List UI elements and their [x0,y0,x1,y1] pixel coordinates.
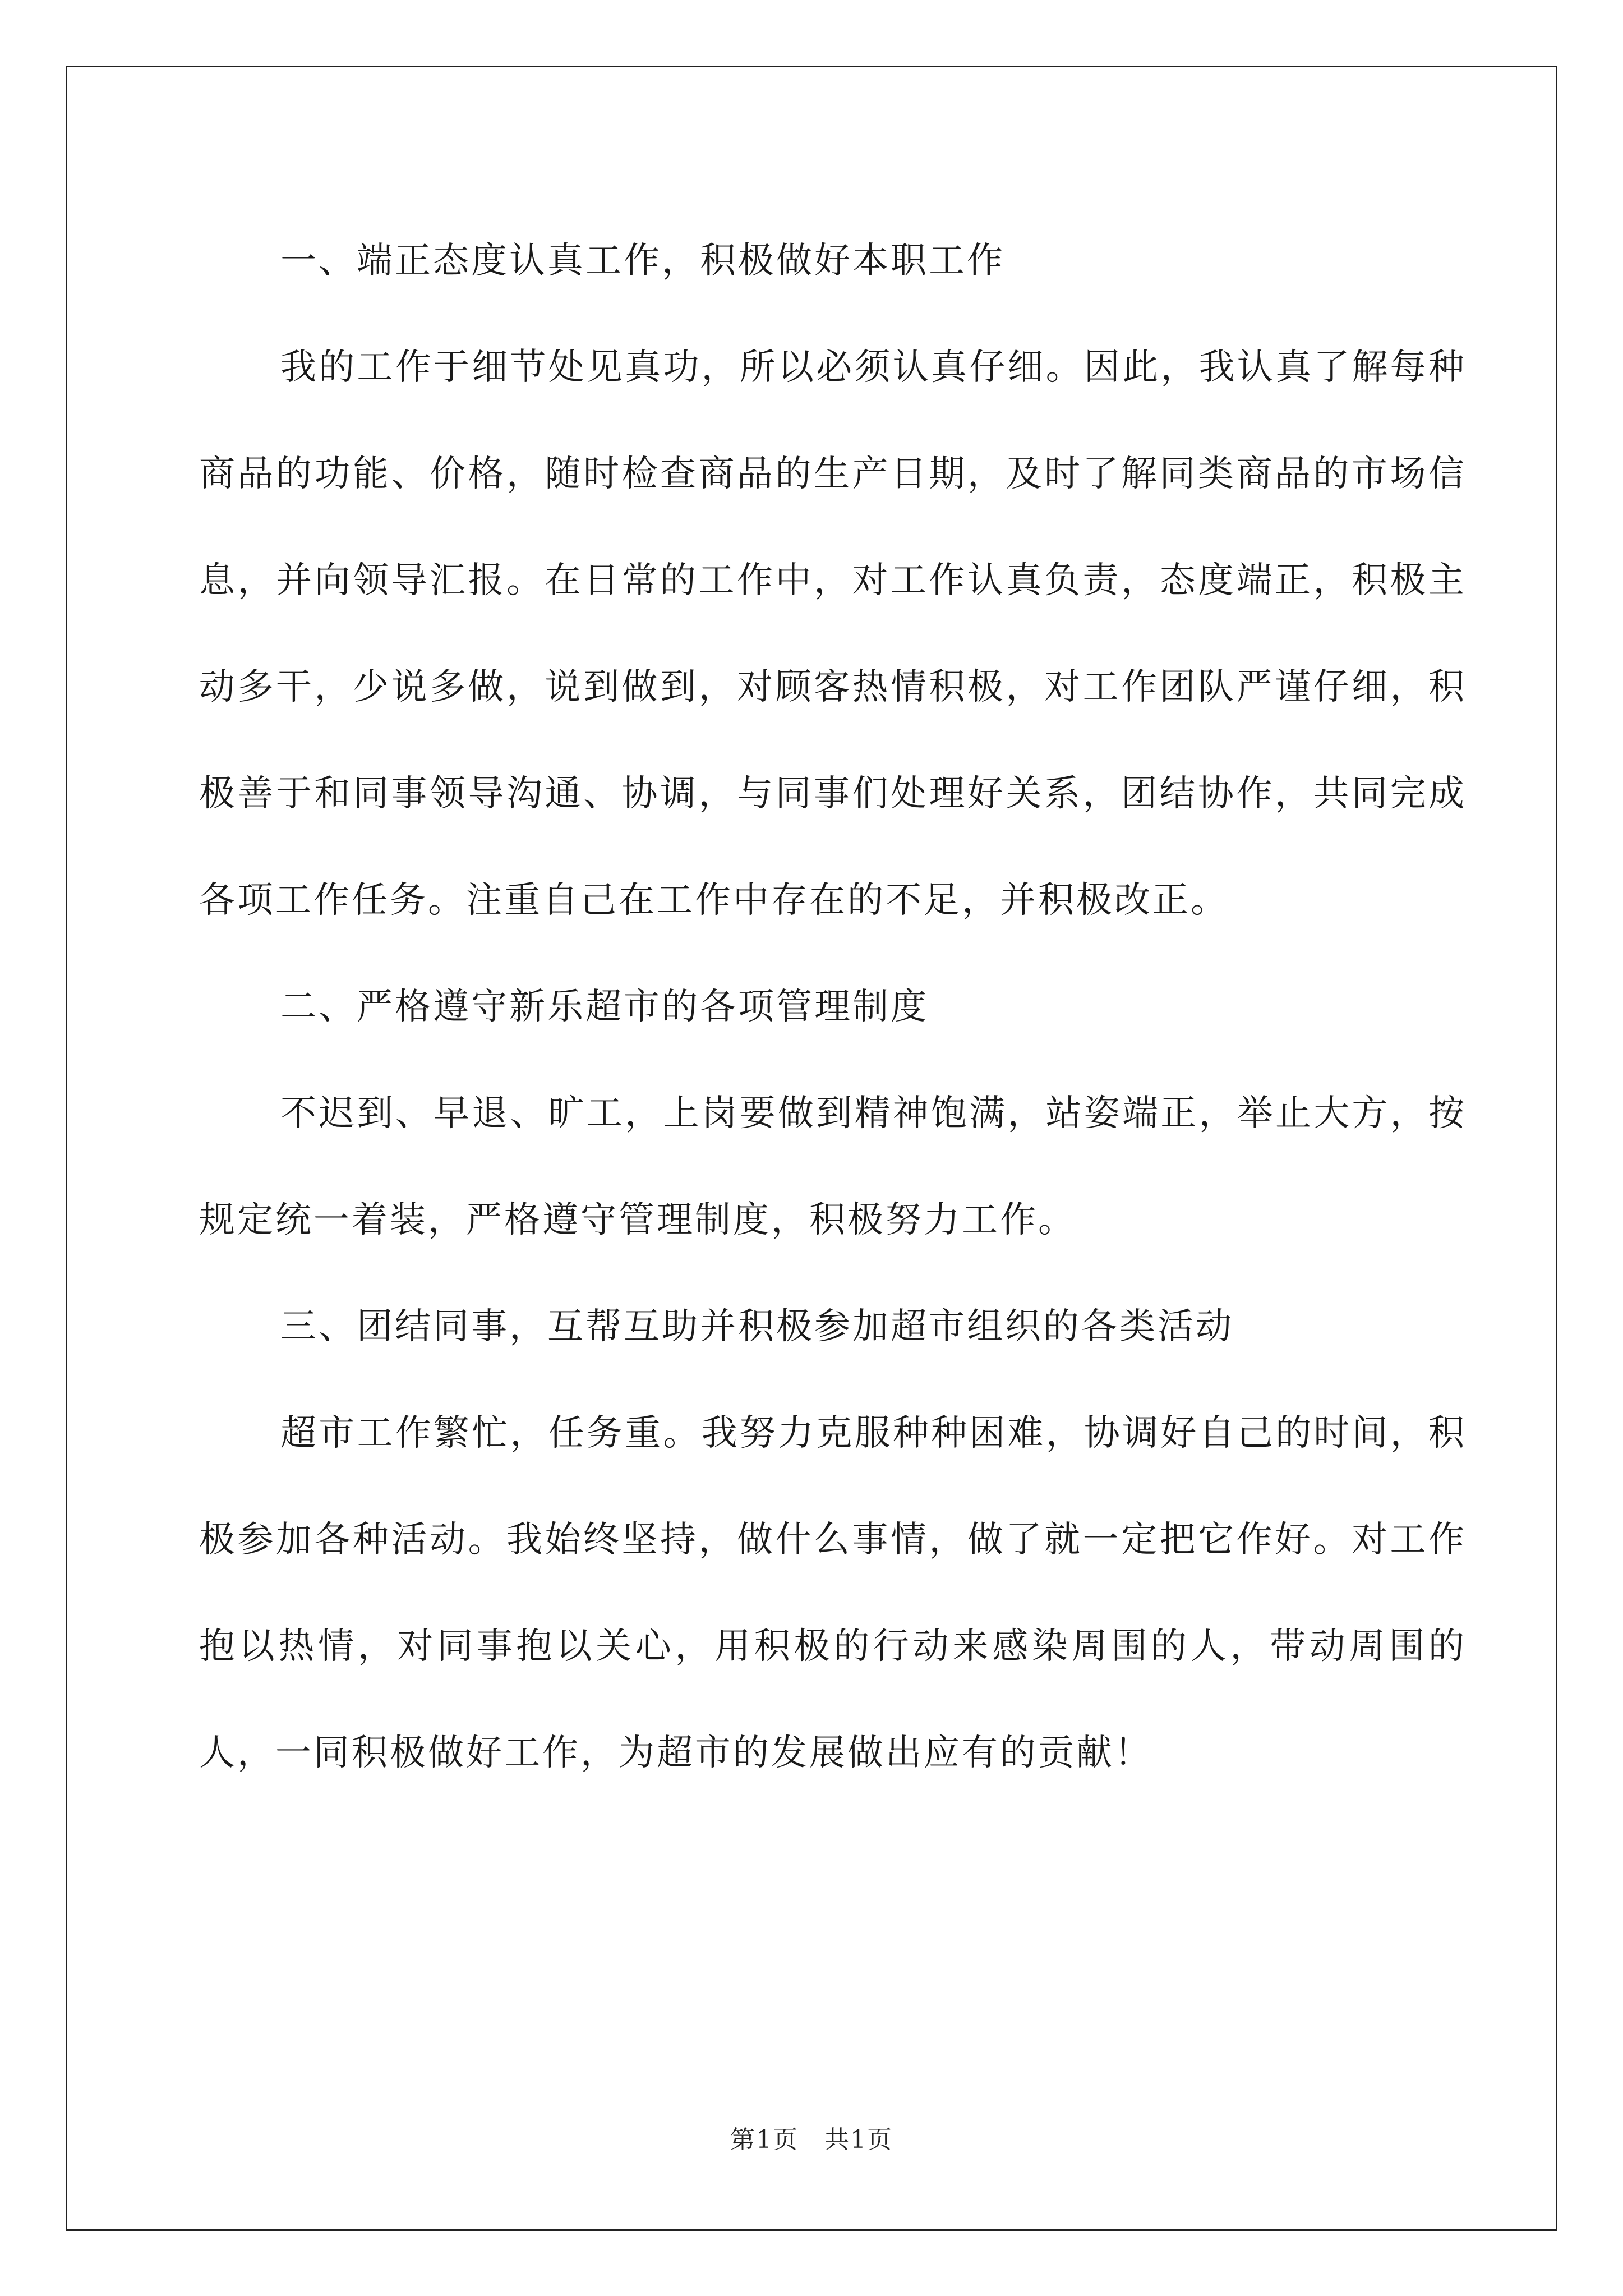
section-heading-2: 二、严格遵守新乐超市的各项管理制度 [280,986,929,1028]
section-heading-1: 一、端正态度认真工作，积极做好本职工作 [280,240,1005,282]
section-heading-3: 三、团结同事，互帮互助并积极参加超市组织的各类活动 [280,1306,1234,1347]
body-paragraph-3: 超市工作繁忙，任务重。我努力克服种种困难，协调好自己的时间，积极参加各种活动。我始终坚持，做什么事情，做了就一定把它作好。对工作抱以热情，对同事抱以关心，用积极的行动来感染周围的人，带动周围的人，一同积极做好工作，为超市的发展做出应有的贡献！ [199,1412,1467,1774]
body-paragraph-1: 我的工作于细节处见真功，所以必须认真仔细。因此，我认真了解每种商品的功能、价格，随时检查商品的生产日期，及时了解同类商品的市场信息，并向领导汇报。在日常的工作中，对工作认真负责，态度端正，积极主动多干，少说多做，说到做到，对顾客热情积极，对工作团队严谨仔细，积极善于和同事领导沟通、协调，与同事们处理好关系，团结协作，共同完成各项工作任务。注重自己在工作中存在的不足，并积极改正。 [199,347,1467,921]
document-body [199,208,1467,1806]
page-footer: 第1页 共1页 [730,2125,893,2154]
body-paragraph-2: 不迟到、早退、旷工，上岗要做到精神饱满，站姿端正，举止大方，按规定统一着装，严格遵守管理制度，积极努力工作。 [199,1093,1467,1241]
